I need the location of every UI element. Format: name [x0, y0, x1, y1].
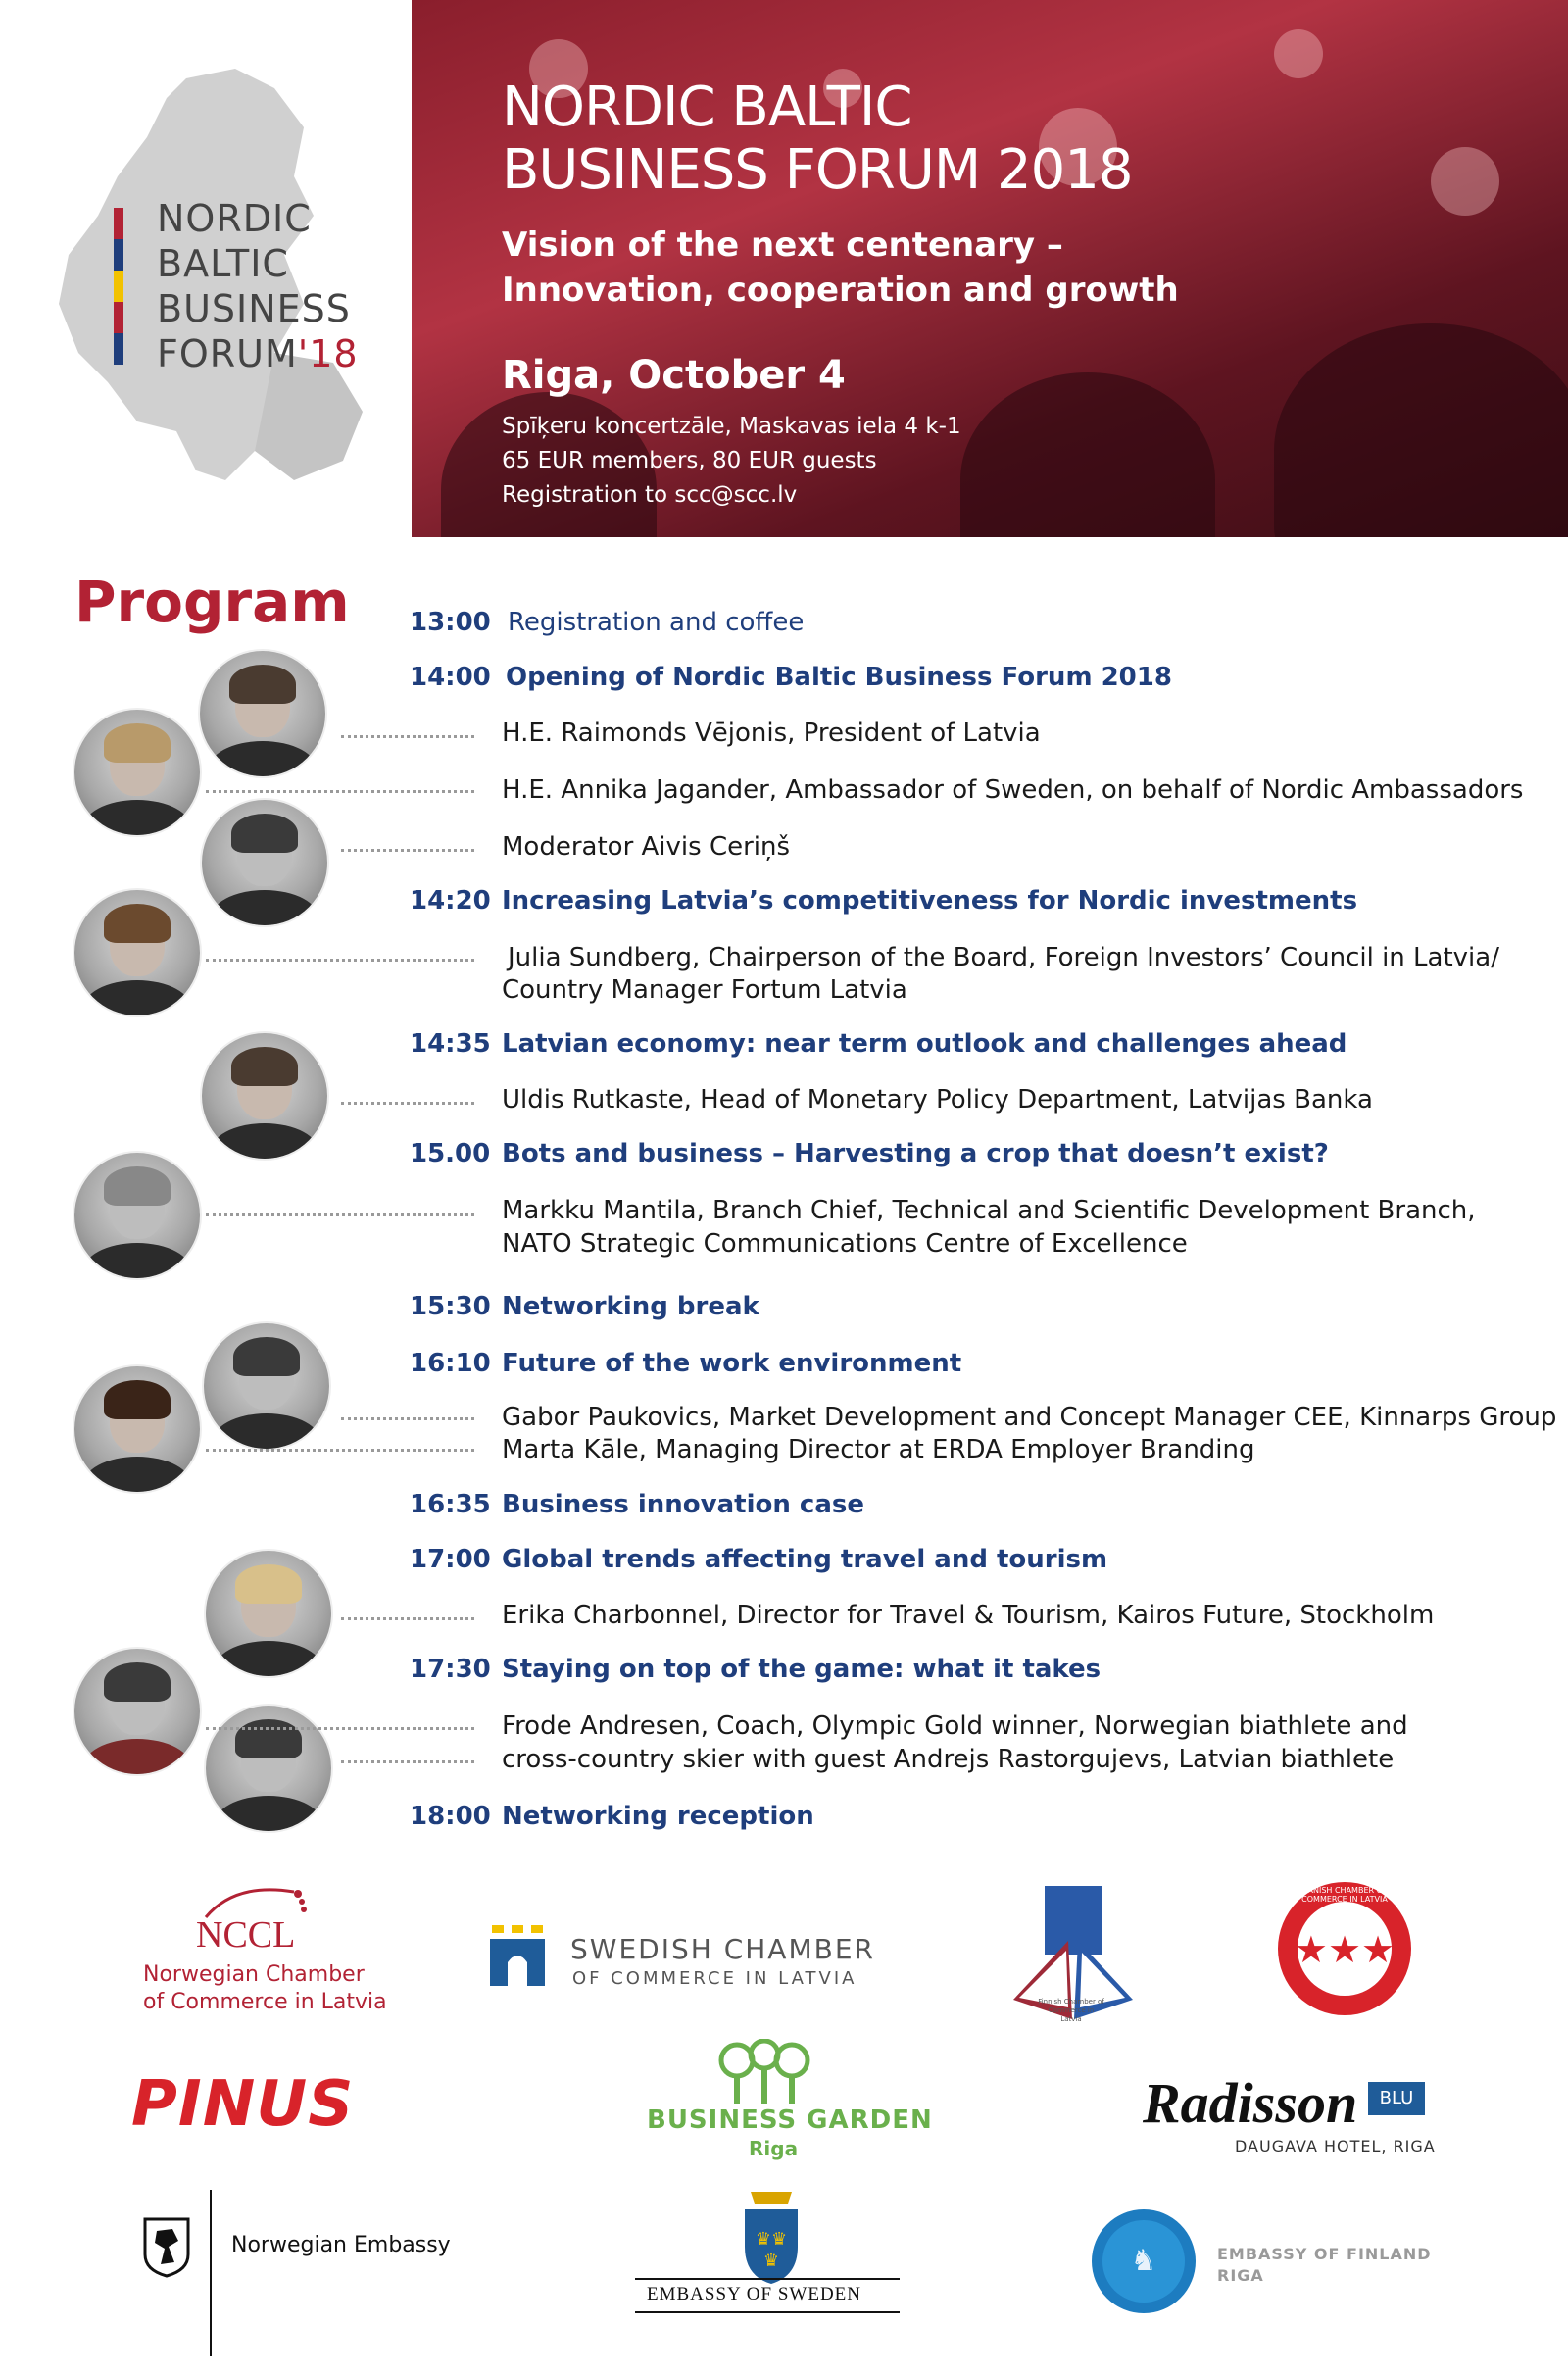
- hero-venue: Spīķeru koncertzāle, Maskavas iela 4 k-1: [502, 414, 961, 439]
- session-opening: Opening of Nordic Baltic Business Forum 2018: [506, 663, 1172, 692]
- flag-stripe-icon: [114, 208, 123, 365]
- embassy-divider: [210, 2190, 212, 2356]
- session-bots-and-business: Bots and business – Harvesting a crop that doesn’t exist?: [502, 1139, 1329, 1168]
- hero-city-date: Riga, October 4: [502, 353, 846, 398]
- portrait-cerins: [202, 800, 327, 925]
- time-17-00: 17:00: [410, 1545, 491, 1574]
- session-top-of-game: Staying on top of the game: what it takes: [502, 1655, 1102, 1684]
- finland-embassy-line1: EMBASSY OF FINLAND: [1217, 2245, 1432, 2263]
- dotted-connector: [206, 959, 474, 962]
- finnish-chamber-text: Finnish Chamber of Commerce in Latvia: [1038, 1998, 1104, 2023]
- finland-embassy-line2: RIGA: [1217, 2266, 1264, 2285]
- speaker-kale: Marta Kāle, Managing Director at ERDA Employer Branding: [502, 1435, 1255, 1464]
- speaker-mantila-line1: Markku Mantila, Branch Chief, Technical and Scientific Development Branch,: [502, 1196, 1476, 1225]
- logo-word-business: BUSINESS: [157, 287, 351, 330]
- time-16-35: 16:35: [410, 1490, 491, 1519]
- swedish-chamber-crown-icon: [488, 1919, 547, 1988]
- radisson-wordmark: Radisson: [1143, 2071, 1358, 2135]
- portrait-paukovics: [204, 1323, 329, 1449]
- hero-registration[interactable]: Registration to scc@scc.lv: [502, 482, 798, 508]
- speaker-cerins: Moderator Aivis Ceriņš: [502, 832, 791, 862]
- session-networking-reception: Networking reception: [502, 1802, 814, 1831]
- speaker-jagander: H.E. Annika Jagander, Ambassador of Sweden, on behalf of Nordic Ambassadors: [502, 775, 1524, 805]
- nccl-abbr: NCCL: [196, 1914, 296, 1956]
- speaker-rutkaste: Uldis Rutkaste, Head of Monetary Policy Department, Latvijas Banka: [502, 1085, 1373, 1114]
- time-14-00: 14:00: [410, 663, 491, 692]
- time-15-30: 15:30: [410, 1292, 491, 1321]
- portrait-andresen: [74, 1649, 200, 1774]
- svg-text:♞: ♞: [1130, 2244, 1157, 2278]
- time-14-20: 14:20: [410, 886, 491, 916]
- speaker-sundberg-line2: Country Manager Fortum Latvia: [502, 975, 907, 1005]
- speaker-vejonis: H.E. Raimonds Vējonis, President of Latvia: [502, 718, 1041, 748]
- bokeh-light: [1431, 147, 1499, 216]
- portrait-rutkaste: [202, 1033, 327, 1159]
- norway-lion-icon: [139, 2215, 194, 2278]
- logo-word-forum-text: FORUM: [157, 332, 298, 375]
- swedish-chamber-line1: SWEDISH CHAMBER: [570, 1933, 875, 1965]
- session-competitiveness: Increasing Latvia’s competitiveness for Nordic investments: [502, 886, 1358, 916]
- portrait-rastorgujevs: [206, 1706, 331, 1831]
- svg-text:★★★: ★★★: [1294, 1928, 1396, 1971]
- business-garden-line1: BUSINESS GARDEN: [647, 2105, 933, 2135]
- session-travel-tourism: Global trends affecting travel and tourism: [502, 1545, 1108, 1574]
- logo-word-nordic: NORDIC: [157, 197, 312, 240]
- hero-price: 65 EUR members, 80 EUR guests: [502, 448, 877, 473]
- logo-year: '18: [297, 332, 359, 375]
- time-17-30: 17:30: [410, 1655, 491, 1684]
- business-garden-trees-icon: [715, 2039, 813, 2107]
- logo-word-forum: [157, 331, 359, 376]
- dotted-connector: [206, 1449, 474, 1452]
- time-14-35: 14:35: [410, 1029, 491, 1059]
- portrait-mantila: [74, 1153, 200, 1278]
- dotted-connector: [341, 1760, 474, 1763]
- hero-subtitle-line1: Vision of the next centenary –: [502, 225, 1063, 265]
- hero-banner: [412, 0, 1568, 537]
- dotted-connector: [341, 735, 474, 738]
- norway-embassy-text: Norwegian Embassy: [231, 2233, 451, 2257]
- swedish-chamber-line2: OF COMMERCE IN LATVIA: [572, 1968, 858, 1989]
- portrait-charbonnel: [206, 1551, 331, 1676]
- session-networking-break: Networking break: [502, 1292, 760, 1321]
- dotted-connector: [341, 849, 474, 852]
- portrait-vejonis: [200, 651, 325, 776]
- nccl-line1: Norwegian Chamber: [143, 1962, 365, 1987]
- speaker-paukovics: Gabor Paukovics, Market Development and Concept Manager CEE, Kinnarps Group: [502, 1403, 1557, 1432]
- dotted-connector: [341, 1417, 474, 1420]
- dotted-connector: [341, 1617, 474, 1620]
- sweden-embassy-text: EMBASSY OF SWEDEN: [647, 2284, 861, 2304]
- radisson-subtitle: DAUGAVA HOTEL, RIGA: [1235, 2137, 1436, 2155]
- logo-word-baltic: BALTIC: [157, 242, 289, 285]
- speaker-sundberg-line1: Julia Sundberg, Chairperson of the Board, Foreign Investors’ Council in Latvia/: [508, 943, 1499, 972]
- audience-shape: [1274, 323, 1568, 537]
- time-13-00: 13:00: [410, 608, 491, 637]
- sweden-coat-of-arms-icon: [737, 2188, 806, 2286]
- session-innovation-case: Business innovation case: [502, 1490, 864, 1519]
- radisson-blu-badge: BLU: [1368, 2082, 1425, 2115]
- finland-globe-icon: [1090, 2207, 1198, 2315]
- speaker-charbonnel: Erika Charbonnel, Director for Travel & Tourism, Kairos Future, Stockholm: [502, 1601, 1435, 1630]
- sweden-rule-top: [635, 2278, 900, 2280]
- hero-title-line2: BUSINESS FORUM 2018: [502, 138, 1133, 202]
- portrait-sundberg: [74, 890, 200, 1015]
- nccl-line2: of Commerce in Latvia: [143, 1990, 387, 2014]
- portrait-kale: [74, 1366, 200, 1492]
- dotted-connector: [206, 1213, 474, 1216]
- hero-title-line1: NORDIC BALTIC: [502, 75, 912, 139]
- dotted-connector: [341, 1102, 474, 1105]
- sweden-rule-bottom: [635, 2311, 900, 2313]
- time-15-00: 15.00: [410, 1139, 491, 1168]
- bokeh-light: [1274, 29, 1323, 78]
- session-latvian-economy: Latvian economy: near term outlook and challenges ahead: [502, 1029, 1348, 1059]
- speaker-andresen-line2: cross-country skier with guest Andrejs Rastorgujevs, Latvian biathlete: [502, 1745, 1395, 1774]
- svg-text:♛♛: ♛♛: [755, 2229, 788, 2250]
- speaker-andresen-line1: Frode Andresen, Coach, Olympic Gold winner, Norwegian biathlete and: [502, 1711, 1408, 1741]
- svg-text:♛: ♛: [762, 2251, 780, 2271]
- time-18-00: 18:00: [410, 1802, 491, 1831]
- sponsor-pinus: PINUS: [131, 2068, 355, 2141]
- dotted-connector: [206, 790, 474, 793]
- business-garden-line2: Riga: [749, 2137, 799, 2160]
- program-title: Program: [74, 569, 350, 635]
- speaker-mantila-line2: NATO Strategic Communications Centre of Excellence: [502, 1229, 1188, 1259]
- danish-chamber-text: DANISH CHAMBER OF COMMERCE IN LATVIA: [1301, 1886, 1388, 1904]
- dotted-connector: [206, 1727, 474, 1730]
- audience-shape: [960, 372, 1215, 537]
- session-registration: Registration and coffee: [508, 608, 805, 637]
- hero-subtitle-line2: Innovation, cooperation and growth: [502, 271, 1179, 310]
- session-work-environment: Future of the work environment: [502, 1349, 962, 1378]
- portrait-jagander: [74, 710, 200, 835]
- time-16-10: 16:10: [410, 1349, 491, 1378]
